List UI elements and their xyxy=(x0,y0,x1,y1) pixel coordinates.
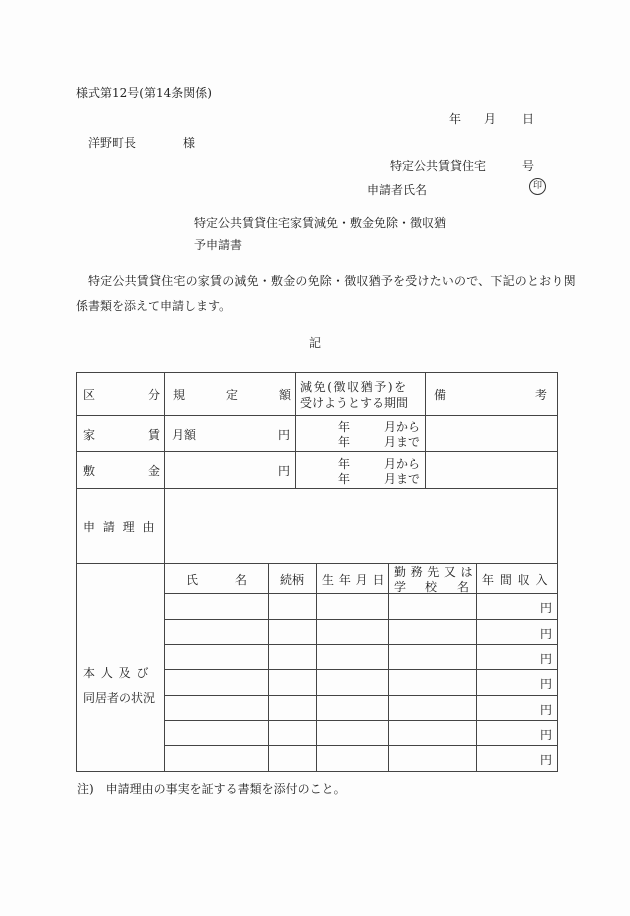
row-divider xyxy=(164,745,558,746)
income-yen-unit: 円 xyxy=(540,728,553,742)
row-divider xyxy=(164,720,558,721)
seal-icon: 印 xyxy=(529,178,546,195)
household-label-line2: 同居者の状況 xyxy=(83,691,156,705)
housing-label: 特定公共賃貸住宅 xyxy=(390,159,487,173)
rent-label-a: 家 xyxy=(83,428,96,442)
col-relation: 続柄 xyxy=(280,573,305,587)
title-line1: 特定公共賃貸住宅家賃減免・敷金免除・徴収猶 xyxy=(194,216,447,230)
rent-from-year: 年 xyxy=(338,420,351,434)
column-divider xyxy=(425,372,426,488)
col-name-b: 名 xyxy=(235,573,248,587)
col-birthdate: 生 年 月 日 xyxy=(322,573,385,587)
col-name-a: 氏 xyxy=(186,573,199,587)
col-workplace-line2-c: 名 xyxy=(457,580,470,594)
col-workplace-line2-a: 学 xyxy=(394,580,407,594)
body-line1: 特定公共賃貸住宅の家賃の減免・敷金の免除・徴収猶予を受けたいので、下記のとおり関 xyxy=(88,274,576,288)
row-divider xyxy=(164,669,558,670)
income-yen-unit: 円 xyxy=(540,627,553,641)
col-annual-income: 年 間 収 入 xyxy=(482,573,549,587)
date-day-label: 日 xyxy=(522,112,535,126)
row-divider xyxy=(164,593,558,594)
header-category-b: 分 xyxy=(148,388,161,402)
body-line2: 係書類を添えて申請します。 xyxy=(76,299,232,313)
income-yen-unit: 円 xyxy=(540,677,553,691)
income-yen-unit: 円 xyxy=(540,703,553,717)
addressee: 洋野町長 xyxy=(88,136,137,150)
table-border-top xyxy=(76,372,558,373)
header-period-line2: 受けようとする期間 xyxy=(300,396,409,410)
date-month-label: 月 xyxy=(484,112,497,126)
table-border-right xyxy=(557,372,558,772)
row-divider xyxy=(76,563,558,564)
deposit-from-month: 月から xyxy=(384,457,421,471)
header-category-a: 区 xyxy=(83,388,96,402)
header-amount-a: 規 xyxy=(173,388,186,402)
rent-to-month: 月まで xyxy=(384,435,421,449)
rent-yen-unit: 円 xyxy=(278,428,291,442)
income-yen-unit: 円 xyxy=(540,652,553,666)
footnote: 注) 申請理由の事実を証する書類を添付のこと。 xyxy=(77,782,346,796)
column-divider xyxy=(476,563,477,771)
row-divider xyxy=(76,488,558,489)
date-year-label: 年 xyxy=(449,112,462,126)
deposit-label-a: 敷 xyxy=(83,464,96,478)
ki-label: 記 xyxy=(309,336,322,350)
row-divider xyxy=(164,619,558,620)
header-amount-b: 定 xyxy=(226,388,239,402)
col-workplace-line1: 勤 務 先 又 は xyxy=(394,565,473,579)
deposit-label-b: 金 xyxy=(148,464,161,478)
header-period-line1: 減免(徴収猶予)を xyxy=(300,380,408,394)
rent-to-year: 年 xyxy=(338,435,351,449)
column-divider xyxy=(295,372,296,488)
row-divider xyxy=(164,644,558,645)
income-yen-unit: 円 xyxy=(540,753,553,767)
form-number: 様式第12号(第14条関係) xyxy=(76,86,212,100)
deposit-yen-unit: 円 xyxy=(278,464,291,478)
deposit-to-month: 月まで xyxy=(384,472,421,486)
title-line2: 予申請書 xyxy=(194,238,243,252)
honorific: 様 xyxy=(183,136,196,150)
housing-number-suffix: 号 xyxy=(522,159,535,173)
header-remarks-a: 備 xyxy=(434,388,447,402)
income-yen-unit: 円 xyxy=(540,601,553,615)
deposit-to-year: 年 xyxy=(338,472,351,486)
column-divider xyxy=(268,563,269,771)
header-amount-c: 額 xyxy=(279,388,292,402)
deposit-from-year: 年 xyxy=(338,457,351,471)
col-workplace-line2-b: 校 xyxy=(425,580,438,594)
applicant-name-label: 申請者氏名 xyxy=(367,183,428,197)
rent-from-month: 月から xyxy=(384,420,421,434)
household-label-line1: 本 人 及 び xyxy=(83,666,150,680)
row-divider xyxy=(76,451,558,452)
table-border-left xyxy=(76,372,77,772)
rent-monthly-label: 月額 xyxy=(172,428,197,442)
reason-label: 申 請 理 由 xyxy=(83,520,157,534)
table-border-bottom xyxy=(76,771,558,772)
header-remarks-b: 考 xyxy=(535,388,548,402)
rent-label-b: 賃 xyxy=(148,428,161,442)
row-divider xyxy=(164,695,558,696)
column-divider xyxy=(164,372,165,772)
column-divider xyxy=(316,563,317,771)
row-divider xyxy=(76,415,558,416)
column-divider xyxy=(388,563,389,771)
